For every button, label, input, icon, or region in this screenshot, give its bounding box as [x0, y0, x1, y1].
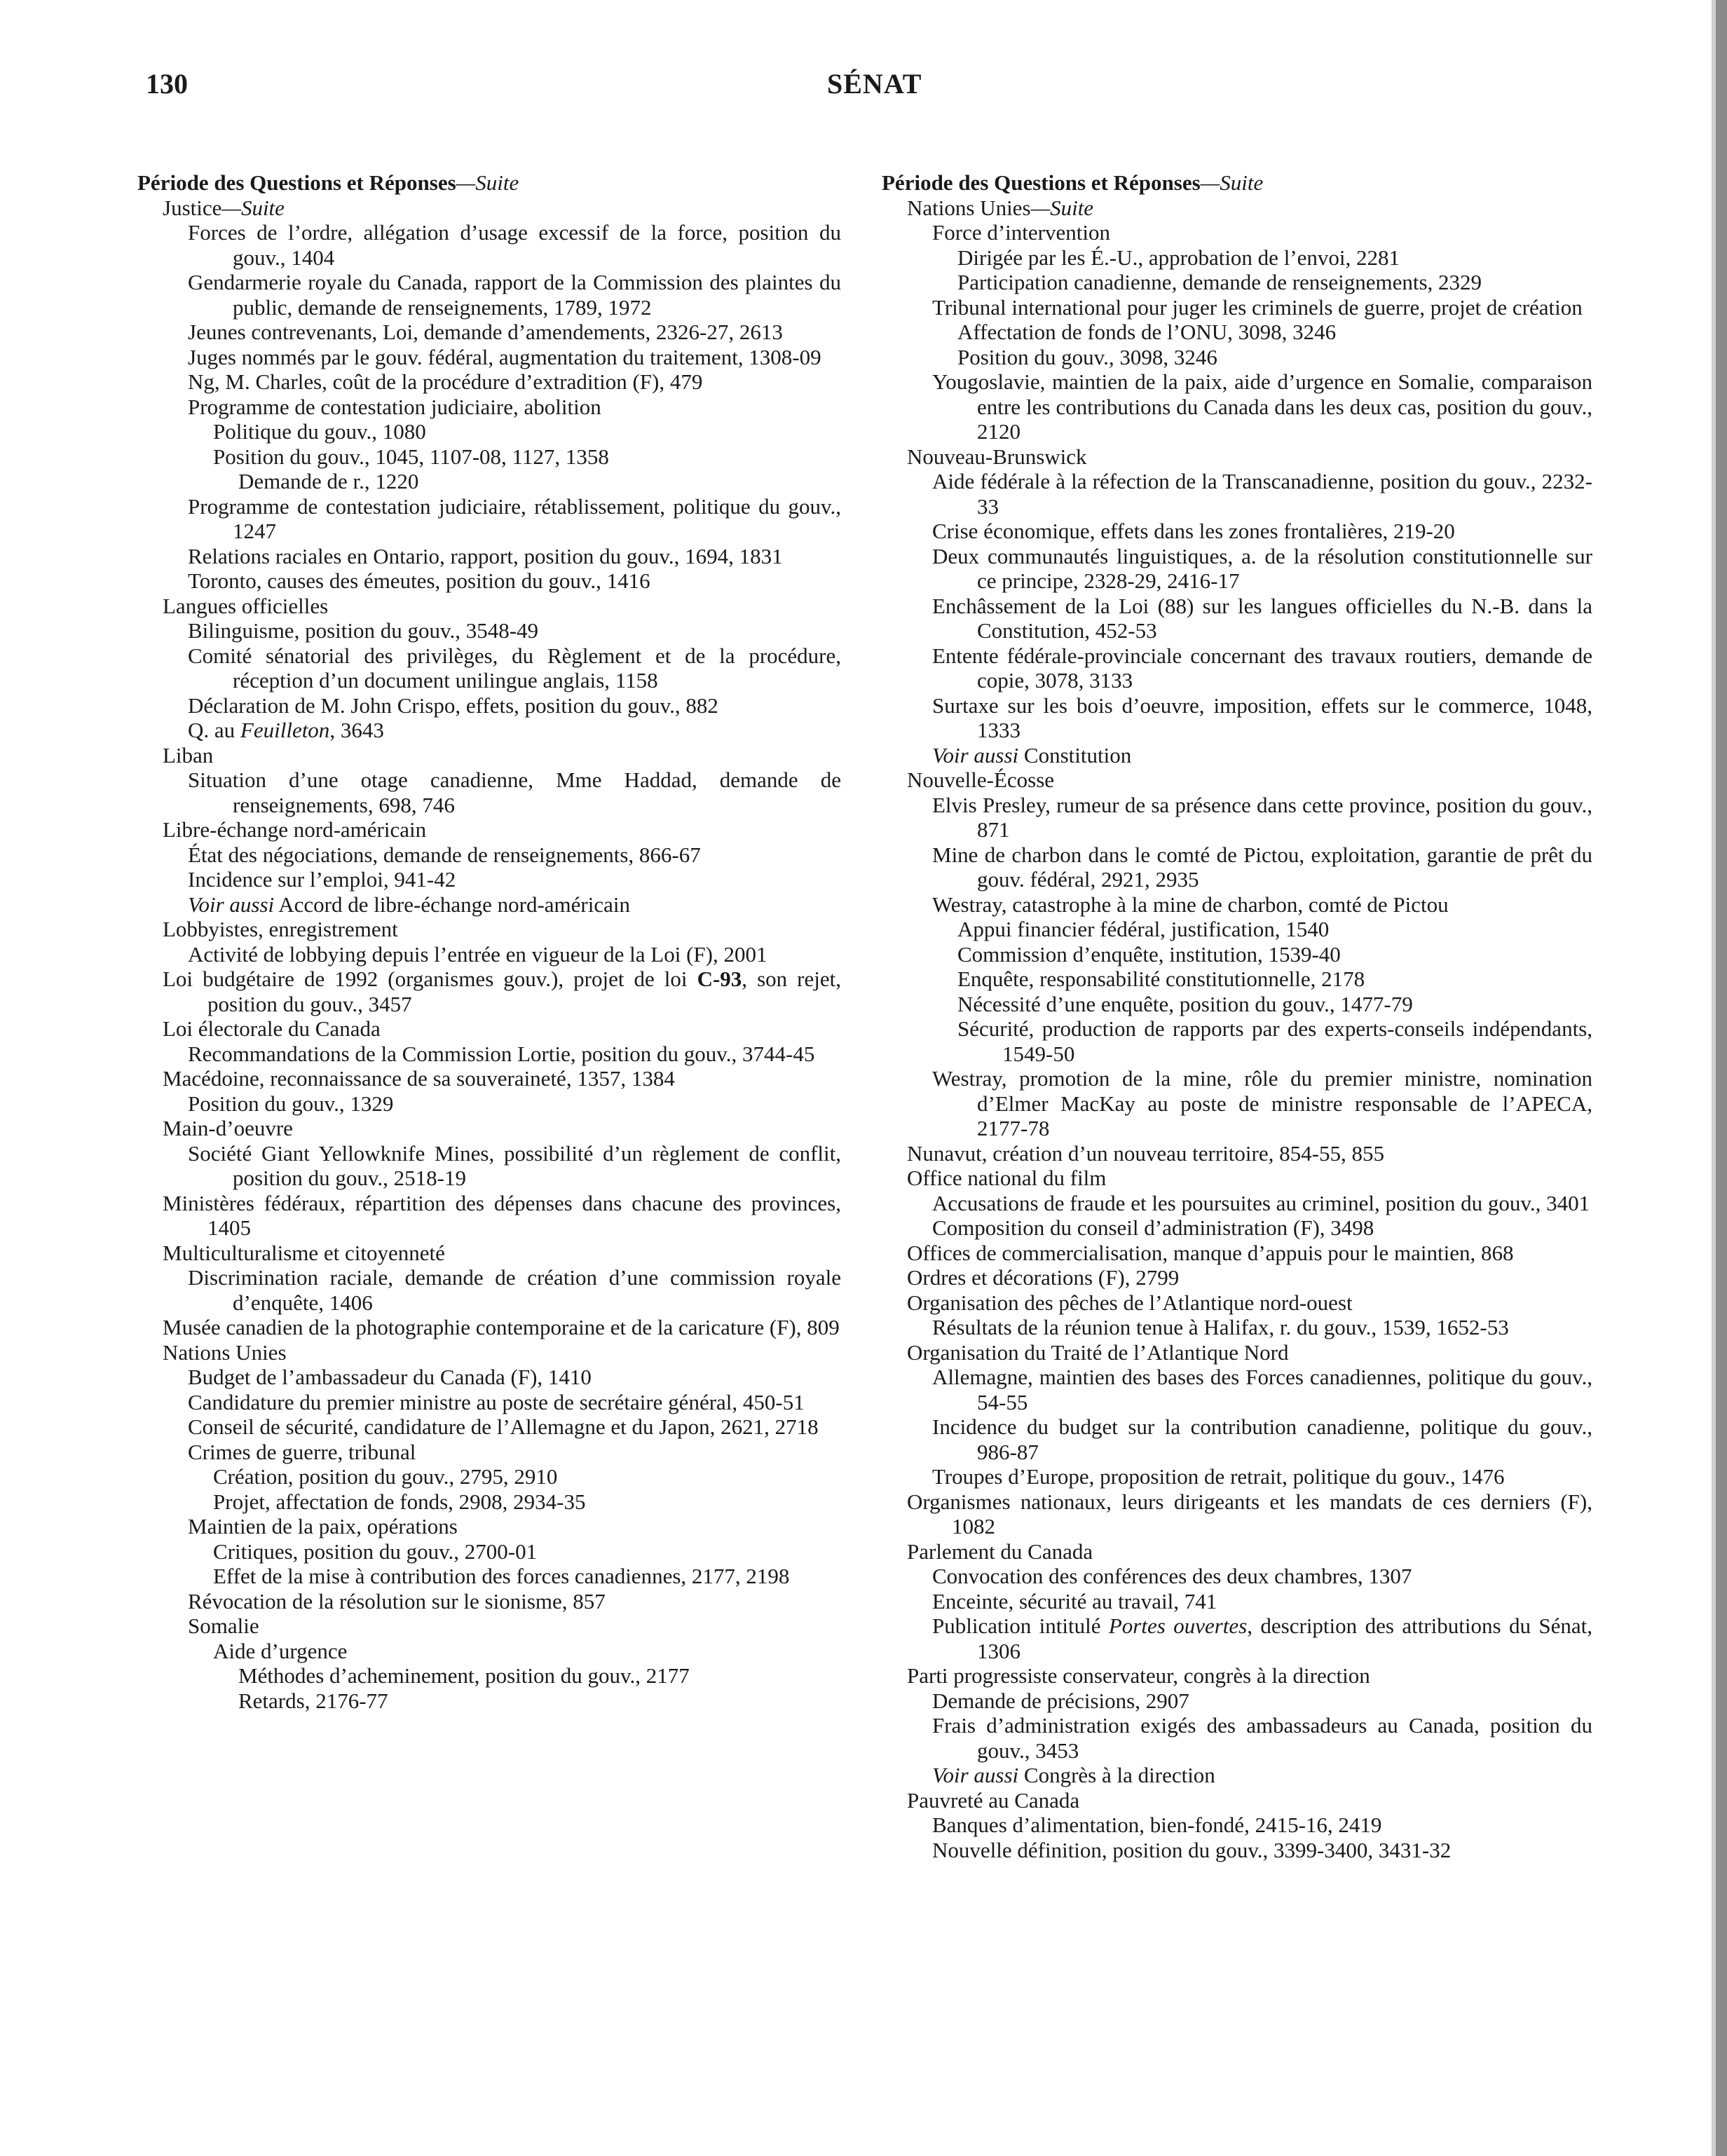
index-entry	[882, 1688, 1592, 1714]
index-entry	[137, 1489, 841, 1515]
entry-text: Nations Unies	[163, 1339, 287, 1365]
entry-text: Comité sénatorial des privilèges, du Règlement et de la procédure, réception d’un document unilingue anglais, 1158	[188, 643, 841, 692]
index-entry	[137, 1514, 841, 1539]
index-entry	[882, 1663, 1592, 1688]
index-entry	[882, 942, 1592, 967]
entry-text: Surtaxe sur les bois d’oeuvre, imposition, effets sur le commerce, 1048, 1333	[932, 692, 1592, 742]
entry-text: Forces de l’ordre, allégation d’usage excessif de la force, position du gouv., 1404	[188, 220, 841, 270]
entry-text: Organisation du Traité de l’Atlantique Nord	[907, 1339, 1289, 1365]
index-entry	[882, 1539, 1592, 1564]
index-entry	[882, 1066, 1592, 1141]
index-entry	[137, 1116, 841, 1141]
index-column-left	[137, 170, 841, 1713]
entry-text: Mine de charbon dans le comté de Pictou, exploitation, garantie de prêt du gouv. fédéral, 2921, 2935	[932, 842, 1592, 892]
index-entry	[137, 1141, 841, 1191]
entry-cross-reference: Voir aussi	[188, 892, 275, 917]
entry-text: Aide d’urgence	[213, 1638, 348, 1663]
entry-text: Participation canadienne, demande de renseignements, 2329	[957, 270, 1482, 294]
entry-text: Force d’intervention	[932, 220, 1110, 245]
index-entry	[882, 1016, 1592, 1066]
index-entry	[882, 270, 1592, 295]
index-entry	[137, 1241, 841, 1266]
entry-text: Macédoine, reconnaissance de sa souveraineté, 1357, 1384	[163, 1066, 675, 1091]
index-entry	[137, 345, 841, 370]
entry-text: Troupes d’Europe, proposition de retrait, politique du gouv., 1476	[932, 1464, 1505, 1489]
index-entry	[882, 1564, 1592, 1589]
entry-text-continued: , son rejet, position du gouv., 3457	[207, 967, 841, 1016]
entry-text: État des négociations, demande de renseignements, 866-67	[188, 842, 701, 867]
entry-text: Organismes nationaux, leurs dirigeants et les mandats de ces derniers (F), 1082	[907, 1489, 1592, 1538]
entry-text: Juges nommés par le gouv. fédéral, augmentation du traitement, 1308-09	[188, 344, 821, 369]
entry-text: Libre-échange nord-américain	[163, 817, 427, 842]
entry-continued-marker: —Suite	[221, 195, 285, 220]
entry-text: Enceinte, sécurité au travail, 741	[932, 1588, 1217, 1613]
entry-text: Congrès à la direction	[1018, 1763, 1215, 1787]
index-entry	[137, 1414, 841, 1440]
entry-text: Loi électorale du Canada	[163, 1016, 381, 1041]
index-entry	[137, 967, 841, 1016]
entry-italic-title: Feuilleton	[240, 718, 330, 742]
entry-text: Critiques, position du gouv., 2700-01	[213, 1538, 538, 1564]
index-entry	[137, 544, 841, 569]
entry-text: Aide fédérale à la réfection de la Transcanadienne, position du gouv., 2232-33	[932, 469, 1592, 519]
entry-text: Dirigée par les É.-U., approbation de l’envoi, 2281	[957, 245, 1400, 270]
index-entry	[137, 867, 841, 892]
entry-text: Office national du film	[907, 1166, 1107, 1190]
entry-text: Q. au	[188, 718, 240, 742]
index-entry	[137, 917, 841, 942]
index-entry	[137, 767, 841, 817]
index-entry	[137, 842, 841, 868]
index-entry	[137, 1539, 841, 1564]
entry-text: Politique du gouv., 1080	[213, 419, 426, 444]
index-entry	[882, 220, 1592, 245]
index-entry	[882, 369, 1592, 444]
index-entry	[882, 320, 1592, 345]
index-entry	[882, 245, 1592, 271]
entry-continued-marker: —Suite	[1030, 195, 1094, 220]
index-entry	[137, 1564, 841, 1589]
index-entry	[882, 1589, 1592, 1614]
entry-text: Commission d’enquête, institution, 1539-40	[957, 941, 1341, 967]
entry-text: Budget de l’ambassadeur du Canada (F), 1410	[188, 1365, 592, 1389]
index-entry	[882, 1813, 1592, 1838]
index-entry	[882, 643, 1592, 693]
index-entry	[882, 992, 1592, 1017]
entry-text: Multiculturalisme et citoyenneté	[163, 1240, 445, 1265]
index-entry	[882, 444, 1592, 470]
index-entry	[137, 494, 841, 544]
index-entry	[137, 1390, 841, 1415]
entry-text: Crise économique, effets dans les zones frontalières, 219-20	[932, 519, 1455, 543]
index-entry	[882, 1166, 1592, 1191]
entry-text: Parlement du Canada	[907, 1538, 1093, 1564]
entry-text: Projet, affectation de fonds, 2908, 2934-35	[213, 1489, 586, 1514]
index-entry	[137, 1191, 841, 1241]
index-entry	[137, 270, 841, 320]
entry-text-continued: , 3643	[329, 718, 384, 742]
entry-text: Crimes de guerre, tribunal	[188, 1439, 416, 1464]
entry-text: Société Giant Yellowknife Mines, possibilité d’un règlement de conflit, position du gouv., 2518-19	[188, 1140, 841, 1190]
entry-text: Résultats de la réunion tenue à Halifax, r. du gouv., 1539, 1652-53	[932, 1315, 1509, 1339]
index-entry	[882, 892, 1592, 917]
entry-text: Gendarmerie royale du Canada, rapport de la Commission des plaintes du public, demande de renseignements, 1789, 1972	[188, 270, 841, 320]
entry-text: Ordres et décorations (F), 2799	[907, 1265, 1180, 1290]
entry-text: Conseil de sécurité, candidature de l’Allemagne et du Japon, 2621, 2718	[188, 1414, 819, 1439]
index-entry	[882, 170, 1592, 196]
entry-text: Westray, catastrophe à la mine de charbon, comté de Pictou	[932, 892, 1449, 917]
index-column-right	[882, 170, 1592, 1862]
entry-text: Demande de précisions, 2907	[932, 1688, 1189, 1713]
index-entry	[882, 1489, 1592, 1539]
index-entry	[882, 1265, 1592, 1290]
entry-text: Période des Questions et Réponses	[882, 170, 1201, 195]
index-entry	[882, 196, 1592, 221]
entry-text: Liban	[163, 742, 214, 767]
index-entry	[137, 1016, 841, 1042]
index-entry	[137, 743, 841, 768]
index-entry	[137, 1315, 841, 1340]
entry-text: Effet de la mise à contribution des forces canadiennes, 2177, 2198	[213, 1564, 790, 1588]
index-entry	[137, 170, 841, 196]
entry-text: Constitution	[1018, 742, 1132, 767]
index-entry	[882, 767, 1592, 793]
index-entry	[137, 369, 841, 395]
entry-text: Déclaration de M. John Crispo, effets, position du gouv., 882	[188, 692, 718, 718]
entry-text: Appui financier fédéral, justification, 1540	[957, 917, 1330, 941]
index-entry	[882, 842, 1592, 892]
index-entry	[882, 519, 1592, 544]
index-entry	[882, 1340, 1592, 1365]
entry-text: Musée canadien de la photographie contemporaine et de la caricature (F), 809	[163, 1315, 840, 1339]
entry-text: Demande de r., 1220	[238, 469, 419, 493]
entry-text: Main-d’oeuvre	[163, 1116, 293, 1140]
index-entry	[137, 1613, 841, 1639]
index-entry	[882, 917, 1592, 942]
index-entry	[137, 817, 841, 842]
entry-text: Banques d’alimentation, bien-fondé, 2415-16, 2419	[932, 1813, 1382, 1837]
index-entry	[137, 643, 841, 693]
entry-text: Nouvelle-Écosse	[907, 767, 1055, 792]
entry-text: Incidence du budget sur la contribution canadienne, politique du gouv., 986-87	[932, 1414, 1592, 1464]
entry-text-continued: , description des attributions du Sénat, 1306	[977, 1613, 1592, 1663]
index-entry	[882, 1414, 1592, 1464]
index-entry	[882, 793, 1592, 842]
index-entry	[882, 1365, 1592, 1414]
entry-bill-number: C-93	[697, 967, 742, 991]
entry-text: Méthodes d’acheminement, position du gouv., 2177	[238, 1663, 690, 1688]
page-number: 130	[146, 68, 188, 100]
entry-text: Situation d’une otage canadienne, Mme Haddad, demande de renseignements, 698, 746	[188, 767, 841, 817]
entry-text: Lobbyistes, enregistrement	[163, 917, 398, 941]
index-entry	[882, 1241, 1592, 1266]
index-entry	[882, 1141, 1592, 1166]
entry-text: Nouveau-Brunswick	[907, 444, 1087, 469]
entry-text: Position du gouv., 1329	[188, 1091, 394, 1116]
entry-continued-marker: —Suite	[456, 170, 519, 195]
index-entry	[137, 1042, 841, 1067]
entry-text: Programme de contestation judiciaire, rétablissement, politique du gouv., 1247	[188, 493, 841, 543]
index-entry	[137, 942, 841, 967]
entry-text: Bilinguisme, position du gouv., 3548-49	[188, 618, 539, 643]
index-entry	[882, 1191, 1592, 1216]
entry-text: Nécessité d’une enquête, position du gouv., 1477-79	[957, 991, 1413, 1016]
index-entry	[137, 196, 841, 221]
entry-continued-marker: —Suite	[1200, 170, 1264, 195]
entry-text: Enchâssement de la Loi (88) sur les langues officielles du N.-B. dans la Constitution, 452-53	[932, 593, 1592, 643]
index-entry	[137, 892, 841, 917]
entry-text: Publication intitulé	[932, 1613, 1109, 1638]
index-entry	[882, 469, 1592, 519]
index-entry	[882, 743, 1592, 768]
entry-text: Sécurité, production de rapports par des experts-conseils indépendants, 1549-50	[957, 1016, 1592, 1066]
index-entry	[137, 444, 841, 470]
index-entry	[137, 1340, 841, 1365]
index-entry	[137, 1091, 841, 1117]
entry-text: Recommandations de la Commission Lortie, position du gouv., 3744-45	[188, 1041, 815, 1066]
entry-text: Yougoslavie, maintien de la paix, aide d’urgence en Somalie, comparaison entre les contributions du Canada dans les deux cas, position du gouv., 2120	[932, 369, 1592, 444]
index-entry	[137, 1365, 841, 1390]
index-entry	[882, 345, 1592, 370]
index-entry	[882, 1290, 1592, 1316]
entry-text: Jeunes contrevenants, Loi, demande d’amendements, 2326-27, 2613	[188, 320, 783, 344]
entry-cross-reference: Voir aussi	[932, 742, 1019, 767]
index-entry	[137, 693, 841, 718]
index-entry	[137, 568, 841, 594]
index-entry	[882, 295, 1592, 320]
entry-cross-reference: Voir aussi	[932, 1763, 1019, 1787]
index-entry	[137, 1589, 841, 1614]
entry-text: Justice	[163, 195, 222, 220]
entry-text: Création, position du gouv., 2795, 2910	[213, 1464, 558, 1489]
index-entry	[882, 1788, 1592, 1813]
index-entry	[137, 618, 841, 643]
entry-text: Programme de contestation judiciaire, abolition	[188, 394, 601, 419]
entry-text: Tribunal international pour juger les criminels de guerre, projet de création	[932, 294, 1583, 320]
entry-text: Pauvreté au Canada	[907, 1787, 1080, 1813]
index-entry	[882, 1613, 1592, 1663]
index-entry	[137, 718, 841, 743]
index-entry	[137, 395, 841, 420]
entry-text: Entente fédérale-provinciale concernant des travaux routiers, demande de copie, 3078, 3133	[932, 643, 1592, 692]
entry-text: Langues officielles	[163, 593, 329, 618]
index-entry	[137, 419, 841, 444]
index-entry	[137, 1663, 841, 1688]
entry-text: Accord de libre-échange nord-américain	[274, 892, 630, 917]
index-entry	[882, 1713, 1592, 1763]
entry-text: Ministères fédéraux, répartition des dépenses dans chacune des provinces, 1405	[163, 1190, 841, 1240]
index-entry	[882, 693, 1592, 743]
entry-text: Retards, 2176-77	[238, 1688, 388, 1713]
index-entry	[137, 1639, 841, 1664]
index-entry	[882, 544, 1592, 594]
entry-text: Toronto, causes des émeutes, position du gouv., 1416	[188, 568, 650, 593]
index-entry	[137, 1464, 841, 1489]
entry-text: Ng, M. Charles, coût de la procédure d’extradition (F), 479	[188, 369, 703, 394]
index-entry	[882, 967, 1592, 992]
entry-text: Maintien de la paix, opérations	[188, 1514, 458, 1538]
entry-text: Nouvelle définition, position du gouv., 3399-3400, 3431-32	[932, 1837, 1452, 1862]
entry-text: Position du gouv., 3098, 3246	[957, 344, 1217, 369]
entry-text: Affectation de fonds de l’ONU, 3098, 3246	[957, 320, 1337, 344]
entry-text: Période des Questions et Réponses	[137, 170, 456, 195]
index-entry	[882, 1763, 1592, 1788]
entry-text: Nations Unies	[907, 195, 1031, 220]
entry-text: Westray, promotion de la mine, rôle du premier ministre, nomination d’Elmer MacKay au poste de ministre responsable de l’APECA, 2177-78	[932, 1066, 1592, 1140]
scan-edge	[1716, 0, 1727, 2156]
entry-text: Candidature du premier ministre au poste de secrétaire général, 450-51	[188, 1389, 805, 1414]
entry-text: Organisation des pêches de l’Atlantique nord-ouest	[907, 1290, 1353, 1315]
index-entry	[882, 1838, 1592, 1863]
index-entry	[137, 320, 841, 345]
entry-text: Deux communautés linguistiques, a. de la résolution constitutionnelle sur ce principe, 2328-29, 2416-17	[932, 543, 1592, 593]
entry-text: Nunavut, création d’un nouveau territoire, 854-55, 855	[907, 1140, 1384, 1166]
index-entry	[882, 1464, 1592, 1489]
entry-text: Discrimination raciale, demande de création d’une commission royale d’enquête, 1406	[188, 1265, 841, 1315]
index-entry	[137, 1066, 841, 1091]
entry-text: Activité de lobbying depuis l’entrée en vigueur de la Loi (F), 2001	[188, 941, 767, 967]
entry-text: Parti progressiste conservateur, congrès à la direction	[907, 1663, 1370, 1688]
index-entry	[137, 1440, 841, 1465]
index-entry	[137, 220, 841, 270]
index-entry	[882, 1215, 1592, 1241]
index-entry	[137, 1688, 841, 1714]
entry-text: Relations raciales en Ontario, rapport, position du gouv., 1694, 1831	[188, 543, 783, 568]
index-entry	[882, 594, 1592, 643]
entry-text: Offices de commercialisation, manque d’appuis pour le maintien, 868	[907, 1240, 1514, 1265]
entry-text: Convocation des conférences des deux chambres, 1307	[932, 1564, 1412, 1588]
entry-text: Frais d’administration exigés des ambassadeurs au Canada, position du gouv., 3453	[932, 1713, 1592, 1763]
entry-text: Position du gouv., 1045, 1107-08, 1127, 1358	[213, 444, 609, 469]
entry-text: Accusations de fraude et les poursuites au criminel, position du gouv., 3401	[932, 1190, 1590, 1215]
entry-text: Allemagne, maintien des bases des Forces canadiennes, politique du gouv., 54-55	[932, 1365, 1592, 1414]
index-entry	[137, 469, 841, 494]
entry-text: Composition du conseil d’administration (F), 3498	[932, 1215, 1374, 1240]
index-entry	[137, 594, 841, 619]
index-entry	[882, 1315, 1592, 1340]
running-head: SÉNAT	[827, 68, 922, 100]
entry-italic-title: Portes ouvertes	[1108, 1613, 1248, 1638]
entry-text: Révocation de la résolution sur le sionisme, 857	[188, 1588, 606, 1613]
entry-text: Enquête, responsabilité constitutionnelle, 2178	[957, 967, 1365, 991]
entry-text: Somalie	[188, 1613, 259, 1638]
entry-text: Incidence sur l’emploi, 941-42	[188, 867, 456, 892]
index-entry	[137, 1265, 841, 1315]
entry-text: Elvis Presley, rumeur de sa présence dans cette province, position du gouv., 871	[932, 792, 1592, 842]
entry-text: Loi budgétaire de 1992 (organismes gouv.), projet de loi	[163, 967, 697, 991]
